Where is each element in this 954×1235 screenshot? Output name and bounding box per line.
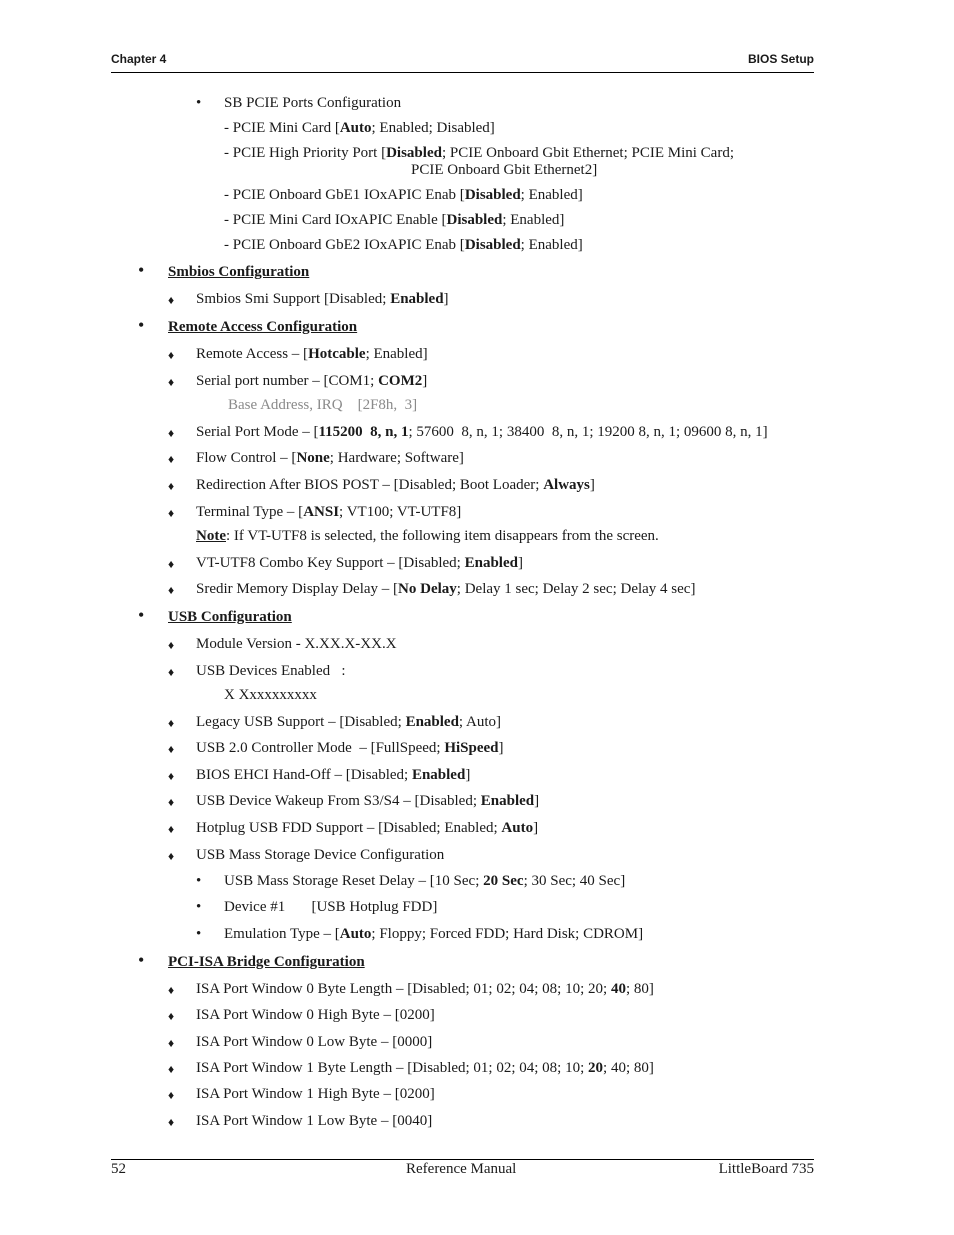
usb-module-version: Module Version - X.XX.X-XX.X xyxy=(196,636,397,652)
usb-sub-item: Device #1 [USB Hotplug FDD] xyxy=(224,899,438,915)
base-address-readout: Base Address, IRQ [2F8h, 3] xyxy=(228,397,418,413)
product-name: LittleBoard 735 xyxy=(718,1161,814,1177)
terminal-note: Note: If VT-UTF8 is selected, the following item disappears from the screen. xyxy=(196,528,659,544)
diamond-icon: ♦ xyxy=(168,348,175,362)
section-bullet-icon: • xyxy=(138,950,145,970)
usb-item: Legacy USB Support – [Disabled; Enabled; Auto] xyxy=(196,714,502,730)
diamond-icon: ♦ xyxy=(168,1009,175,1023)
smbios-item: Smbios Smi Support [Disabled; Enabled] xyxy=(196,291,449,307)
section-heading-pci-isa: PCI-ISA Bridge Configuration xyxy=(168,954,365,970)
diamond-icon: ♦ xyxy=(168,822,175,836)
remote-item: Redirection After BIOS POST – [Disabled; Boot Loader; Always] xyxy=(196,477,595,493)
diamond-icon: ♦ xyxy=(168,1062,175,1076)
sb-pcie-item: - PCIE Mini Card [Auto; Enabled; Disabled] xyxy=(224,120,495,136)
pci-isa-item: ISA Port Window 0 Low Byte – [0000] xyxy=(196,1034,433,1050)
small-bullet-icon: • xyxy=(196,95,202,111)
diamond-icon: ♦ xyxy=(168,795,175,809)
small-bullet-icon: • xyxy=(196,926,202,942)
chapter-label: Chapter 4 xyxy=(111,52,167,66)
pci-isa-item: ISA Port Window 1 Byte Length – [Disabled; 01; 02; 04; 08; 10; 20; 40; 80] xyxy=(196,1060,654,1076)
section-heading-usb: USB Configuration xyxy=(168,609,292,625)
remote-item: Sredir Memory Display Delay – [No Delay; Delay 1 sec; Delay 2 sec; Delay 4 sec] xyxy=(196,581,696,597)
pci-isa-item: ISA Port Window 0 High Byte – [0200] xyxy=(196,1007,435,1023)
remote-item: Terminal Type – [ANSI; VT100; VT-UTF8] xyxy=(196,504,462,520)
diamond-icon: ♦ xyxy=(168,1036,175,1050)
diamond-icon: ♦ xyxy=(168,375,175,389)
diamond-icon: ♦ xyxy=(168,479,175,493)
diamond-icon: ♦ xyxy=(168,452,175,466)
sb-pcie-title: SB PCIE Ports Configuration xyxy=(224,95,402,111)
section-heading-smbios: Smbios Configuration xyxy=(168,264,310,280)
sb-pcie-item: - PCIE Onboard GbE2 IOxAPIC Enab [Disabled; Enabled] xyxy=(224,237,583,253)
header-rule xyxy=(111,72,814,73)
section-bullet-icon: • xyxy=(138,315,145,335)
section-bullet-icon: • xyxy=(138,260,145,280)
usb-item: BIOS EHCI Hand-Off – [Disabled; Enabled] xyxy=(196,767,471,783)
footer-title: Reference Manual xyxy=(406,1161,517,1177)
diamond-icon: ♦ xyxy=(168,665,175,679)
remote-item: Serial port number – [COM1; COM2] xyxy=(196,373,428,389)
diamond-icon: ♦ xyxy=(168,293,175,307)
sb-pcie-item-continuation: PCIE Onboard Gbit Ethernet2] xyxy=(411,162,598,178)
usb-devices-value: X Xxxxxxxxxx xyxy=(224,687,317,703)
diamond-icon: ♦ xyxy=(168,506,175,520)
small-bullet-icon: • xyxy=(196,873,202,889)
diamond-icon: ♦ xyxy=(168,1115,175,1129)
remote-item: Serial Port Mode – [115200 8, n, 1; 57600 8, n, 1; 38400 8, n, 1; 19200 8, n, 1; 09600 8, n, 1] xyxy=(196,424,768,440)
sb-pcie-item: - PCIE Mini Card IOxAPIC Enable [Disabled; Enabled] xyxy=(224,212,565,228)
diamond-icon: ♦ xyxy=(168,983,175,997)
usb-item: USB 2.0 Controller Mode – [FullSpeed; HiSpeed] xyxy=(196,740,504,756)
diamond-icon: ♦ xyxy=(168,742,175,756)
diamond-icon: ♦ xyxy=(168,1088,175,1102)
usb-mass-storage: USB Mass Storage Device Configuration xyxy=(196,847,445,863)
section-label: BIOS Setup xyxy=(747,52,814,66)
sb-pcie-item: - PCIE High Priority Port [Disabled; PCIE Onboard Gbit Ethernet; PCIE Mini Card; xyxy=(224,145,735,161)
diamond-icon: ♦ xyxy=(168,638,175,652)
pci-isa-item: ISA Port Window 1 Low Byte – [0040] xyxy=(196,1113,433,1129)
diamond-icon: ♦ xyxy=(168,583,175,597)
usb-item: USB Device Wakeup From S3/S4 – [Disabled; Enabled] xyxy=(196,793,540,809)
usb-devices-enabled: USB Devices Enabled : xyxy=(196,663,346,679)
section-bullet-icon: • xyxy=(138,605,145,625)
pci-isa-item: ISA Port Window 0 Byte Length – [Disabled; 01; 02; 04; 08; 10; 20; 40; 80] xyxy=(196,981,654,997)
section-heading-remote: Remote Access Configuration xyxy=(168,319,358,335)
page-number: 52 xyxy=(111,1161,126,1177)
usb-sub-item: Emulation Type – [Auto; Floppy; Forced FDD; Hard Disk; CDROM] xyxy=(224,926,644,942)
diamond-icon: ♦ xyxy=(168,849,175,863)
small-bullet-icon: • xyxy=(196,899,202,915)
pci-isa-item: ISA Port Window 1 High Byte – [0200] xyxy=(196,1086,435,1102)
remote-item: Flow Control – [None; Hardware; Software] xyxy=(196,450,464,466)
remote-item: VT-UTF8 Combo Key Support – [Disabled; Enabled] xyxy=(196,555,523,571)
usb-sub-item: USB Mass Storage Reset Delay – [10 Sec; 20 Sec; 30 Sec; 40 Sec] xyxy=(224,873,626,889)
diamond-icon: ♦ xyxy=(168,716,175,730)
diamond-icon: ♦ xyxy=(168,769,175,783)
diamond-icon: ♦ xyxy=(168,557,175,571)
remote-item: Remote Access – [Hotcable; Enabled] xyxy=(196,346,428,362)
diamond-icon: ♦ xyxy=(168,426,175,440)
usb-item: Hotplug USB FDD Support – [Disabled; Enabled; Auto] xyxy=(196,820,539,836)
sb-pcie-item: - PCIE Onboard GbE1 IOxAPIC Enab [Disabled; Enabled] xyxy=(224,187,583,203)
